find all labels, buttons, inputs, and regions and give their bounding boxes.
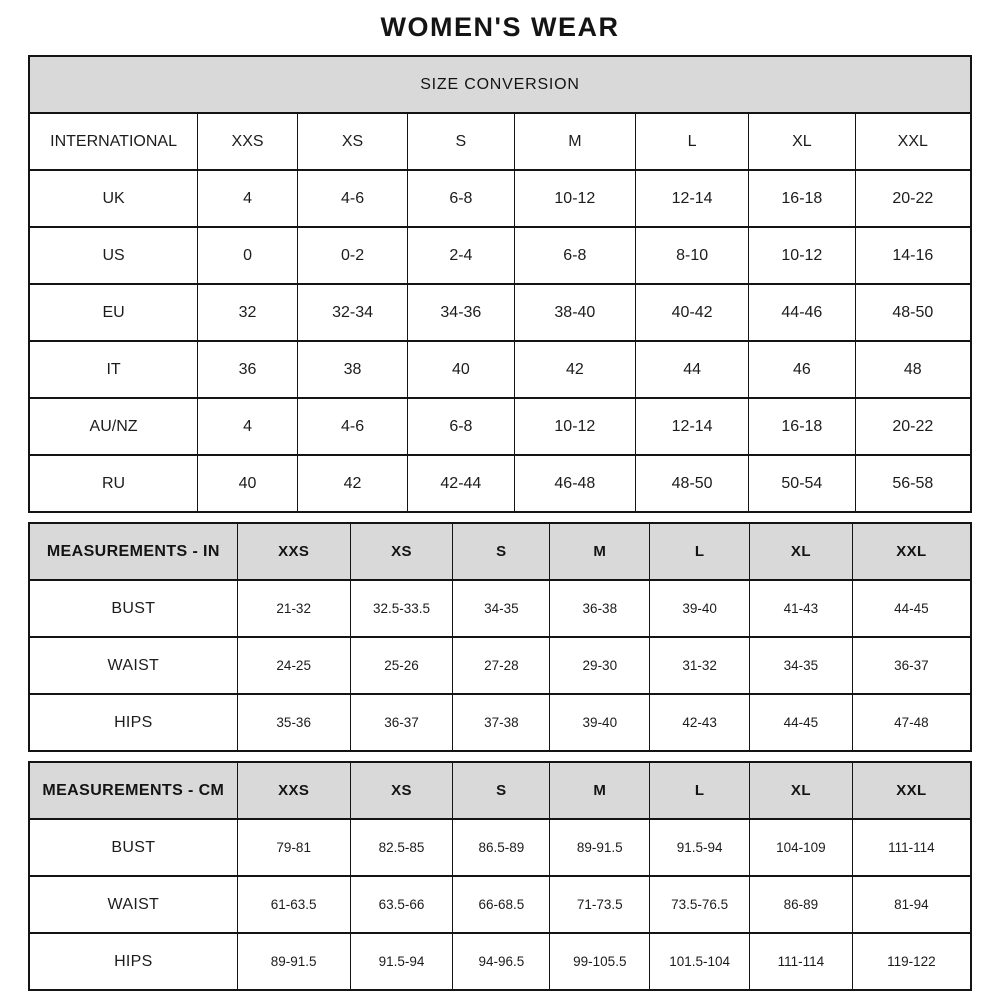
measurements-cm-value-cell: 63.5-66 — [350, 876, 453, 933]
size-conversion-value-cell: 0 — [198, 227, 298, 284]
size-conversion-column-header-s: S — [408, 113, 514, 170]
size-conversion-row-uk — [29, 170, 971, 227]
size-conversion-value-cell: 50-54 — [749, 455, 855, 512]
size-conversion-row-us — [29, 227, 971, 284]
measurements-in-value-cell: 36-37 — [350, 694, 453, 751]
size-conversion-value-cell: 44-46 — [749, 284, 855, 341]
measurements-cm-column-header-xxl: XXL — [852, 762, 971, 819]
measurements-in-value-cell: 37-38 — [453, 694, 550, 751]
measurements-cm-column-header-m: M — [550, 762, 650, 819]
size-conversion-value-cell: 2-4 — [408, 227, 514, 284]
measurements-in-value-cell: 39-40 — [550, 694, 650, 751]
measurements-cm-column-header-s: S — [453, 762, 550, 819]
size-conversion-value-cell: 42-44 — [408, 455, 514, 512]
size-conversion-value-cell: 48-50 — [636, 455, 749, 512]
measurements-in-column-header-measurements-in: MEASUREMENTS - IN — [29, 523, 237, 580]
measurements-in-header-row — [29, 523, 971, 580]
size-conversion-value-cell: 38-40 — [514, 284, 636, 341]
measurements-cm-value-cell: 82.5-85 — [350, 819, 453, 876]
measurements-in-table-container — [28, 522, 972, 752]
size-conversion-row-au-nz — [29, 398, 971, 455]
measurements-in-value-cell: 35-36 — [237, 694, 350, 751]
measurements-cm-header-row — [29, 762, 971, 819]
size-conversion-value-cell: 56-58 — [855, 455, 971, 512]
measurements-in-table — [28, 522, 972, 752]
measurements-in-value-cell: 34-35 — [750, 637, 853, 694]
measurements-cm-column-header-xxs: XXS — [237, 762, 350, 819]
measurements-in-row-hips — [29, 694, 971, 751]
measurements-in-value-cell: 21-32 — [237, 580, 350, 637]
measurements-cm-value-cell: 91.5-94 — [650, 819, 750, 876]
measurements-in-column-header-l: L — [650, 523, 750, 580]
measurements-in-column-header-xxs: XXS — [237, 523, 350, 580]
measurements-in-column-header-xl: XL — [750, 523, 853, 580]
measurements-in-value-cell: 32.5-33.5 — [350, 580, 453, 637]
size-conversion-value-cell: 42 — [514, 341, 636, 398]
size-conversion-row-label: UK — [29, 170, 198, 227]
measurements-in-value-cell: 27-28 — [453, 637, 550, 694]
measurements-cm-row-label: BUST — [29, 819, 237, 876]
size-conversion-value-cell: 4-6 — [297, 398, 407, 455]
measurements-cm-value-cell: 89-91.5 — [237, 933, 350, 990]
measurements-cm-value-cell: 119-122 — [852, 933, 971, 990]
measurements-in-value-cell: 24-25 — [237, 637, 350, 694]
measurements-cm-row-waist — [29, 876, 971, 933]
measurements-cm-value-cell: 104-109 — [750, 819, 853, 876]
size-conversion-value-cell: 42 — [297, 455, 407, 512]
measurements-cm-value-cell: 66-68.5 — [453, 876, 550, 933]
measurements-in-value-cell: 47-48 — [852, 694, 971, 751]
size-conversion-value-cell: 20-22 — [855, 398, 971, 455]
measurements-in-row-bust — [29, 580, 971, 637]
size-conversion-value-cell: 32-34 — [297, 284, 407, 341]
size-conversion-value-cell: 46 — [749, 341, 855, 398]
measurements-in-row-label: WAIST — [29, 637, 237, 694]
measurements-in-value-cell: 36-37 — [852, 637, 971, 694]
size-conversion-banner: SIZE CONVERSION — [29, 56, 971, 113]
measurements-cm-row-label: HIPS — [29, 933, 237, 990]
size-conversion-value-cell: 4 — [198, 170, 298, 227]
measurements-cm-value-cell: 91.5-94 — [350, 933, 453, 990]
measurements-cm-row-label: WAIST — [29, 876, 237, 933]
size-conversion-value-cell: 46-48 — [514, 455, 636, 512]
measurements-in-value-cell: 39-40 — [650, 580, 750, 637]
measurements-cm-column-header-xl: XL — [750, 762, 853, 819]
measurements-in-value-cell: 34-35 — [453, 580, 550, 637]
measurements-cm-value-cell: 81-94 — [852, 876, 971, 933]
size-conversion-value-cell: 48-50 — [855, 284, 971, 341]
measurements-in-value-cell: 41-43 — [750, 580, 853, 637]
size-conversion-value-cell: 34-36 — [408, 284, 514, 341]
size-conversion-table — [28, 55, 972, 513]
size-conversion-value-cell: 20-22 — [855, 170, 971, 227]
size-conversion-value-cell: 48 — [855, 341, 971, 398]
size-conversion-column-header-international: INTERNATIONAL — [29, 113, 198, 170]
measurements-in-column-header-xxl: XXL — [852, 523, 971, 580]
size-conversion-column-header-l: L — [636, 113, 749, 170]
measurements-in-value-cell: 29-30 — [550, 637, 650, 694]
size-conversion-value-cell: 12-14 — [636, 398, 749, 455]
size-conversion-value-cell: 8-10 — [636, 227, 749, 284]
measurements-in-row-waist — [29, 637, 971, 694]
size-conversion-value-cell: 16-18 — [749, 170, 855, 227]
size-conversion-column-header-m: M — [514, 113, 636, 170]
measurements-cm-value-cell: 71-73.5 — [550, 876, 650, 933]
size-conversion-value-cell: 40 — [408, 341, 514, 398]
measurements-cm-value-cell: 61-63.5 — [237, 876, 350, 933]
size-conversion-value-cell: 44 — [636, 341, 749, 398]
size-conversion-value-cell: 6-8 — [408, 170, 514, 227]
size-conversion-value-cell: 40-42 — [636, 284, 749, 341]
size-conversion-table-container — [28, 55, 972, 513]
size-conversion-row-label: AU/NZ — [29, 398, 198, 455]
measurements-in-value-cell: 42-43 — [650, 694, 750, 751]
size-conversion-row-label: IT — [29, 341, 198, 398]
size-conversion-column-header-xl: XL — [749, 113, 855, 170]
measurements-cm-column-header-xs: XS — [350, 762, 453, 819]
measurements-in-value-cell: 36-38 — [550, 580, 650, 637]
measurements-cm-value-cell: 86.5-89 — [453, 819, 550, 876]
measurements-in-value-cell: 44-45 — [750, 694, 853, 751]
size-conversion-value-cell: 36 — [198, 341, 298, 398]
size-conversion-value-cell: 4-6 — [297, 170, 407, 227]
size-conversion-value-cell: 4 — [198, 398, 298, 455]
size-conversion-value-cell: 10-12 — [514, 398, 636, 455]
size-conversion-value-cell: 0-2 — [297, 227, 407, 284]
measurements-cm-value-cell: 111-114 — [852, 819, 971, 876]
size-conversion-row-it — [29, 341, 971, 398]
size-conversion-value-cell: 10-12 — [514, 170, 636, 227]
measurements-in-column-header-xs: XS — [350, 523, 453, 580]
measurements-cm-column-header-measurements-cm: MEASUREMENTS - CM — [29, 762, 237, 819]
size-conversion-value-cell: 12-14 — [636, 170, 749, 227]
measurements-in-value-cell: 25-26 — [350, 637, 453, 694]
measurements-cm-value-cell: 73.5-76.5 — [650, 876, 750, 933]
measurements-cm-value-cell: 111-114 — [750, 933, 853, 990]
measurements-cm-table-container — [28, 761, 972, 991]
measurements-in-value-cell: 44-45 — [852, 580, 971, 637]
size-conversion-value-cell: 10-12 — [749, 227, 855, 284]
measurements-cm-row-bust — [29, 819, 971, 876]
size-conversion-value-cell: 40 — [198, 455, 298, 512]
size-conversion-value-cell: 38 — [297, 341, 407, 398]
measurements-cm-value-cell: 79-81 — [237, 819, 350, 876]
measurements-cm-value-cell: 99-105.5 — [550, 933, 650, 990]
size-conversion-row-label: RU — [29, 455, 198, 512]
measurements-cm-value-cell: 101.5-104 — [650, 933, 750, 990]
measurements-cm-value-cell: 86-89 — [750, 876, 853, 933]
size-conversion-value-cell: 6-8 — [408, 398, 514, 455]
measurements-in-value-cell: 31-32 — [650, 637, 750, 694]
measurements-cm-value-cell: 94-96.5 — [453, 933, 550, 990]
measurements-cm-table — [28, 761, 972, 991]
measurements-cm-value-cell: 89-91.5 — [550, 819, 650, 876]
size-conversion-header-row — [29, 113, 971, 170]
size-conversion-value-cell: 14-16 — [855, 227, 971, 284]
measurements-in-row-label: HIPS — [29, 694, 237, 751]
measurements-cm-column-header-l: L — [650, 762, 750, 819]
size-conversion-column-header-xxs: XXS — [198, 113, 298, 170]
size-conversion-row-label: EU — [29, 284, 198, 341]
measurements-in-row-label: BUST — [29, 580, 237, 637]
size-conversion-column-header-xs: XS — [297, 113, 407, 170]
page-title: WOMEN'S WEAR — [380, 12, 620, 42]
measurements-cm-row-hips — [29, 933, 971, 990]
size-conversion-value-cell: 16-18 — [749, 398, 855, 455]
size-conversion-row-ru — [29, 455, 971, 512]
size-conversion-value-cell: 6-8 — [514, 227, 636, 284]
measurements-in-column-header-s: S — [453, 523, 550, 580]
size-conversion-column-header-xxl: XXL — [855, 113, 971, 170]
measurements-in-column-header-m: M — [550, 523, 650, 580]
size-conversion-row-label: US — [29, 227, 198, 284]
size-conversion-row-eu — [29, 284, 971, 341]
size-conversion-value-cell: 32 — [198, 284, 298, 341]
